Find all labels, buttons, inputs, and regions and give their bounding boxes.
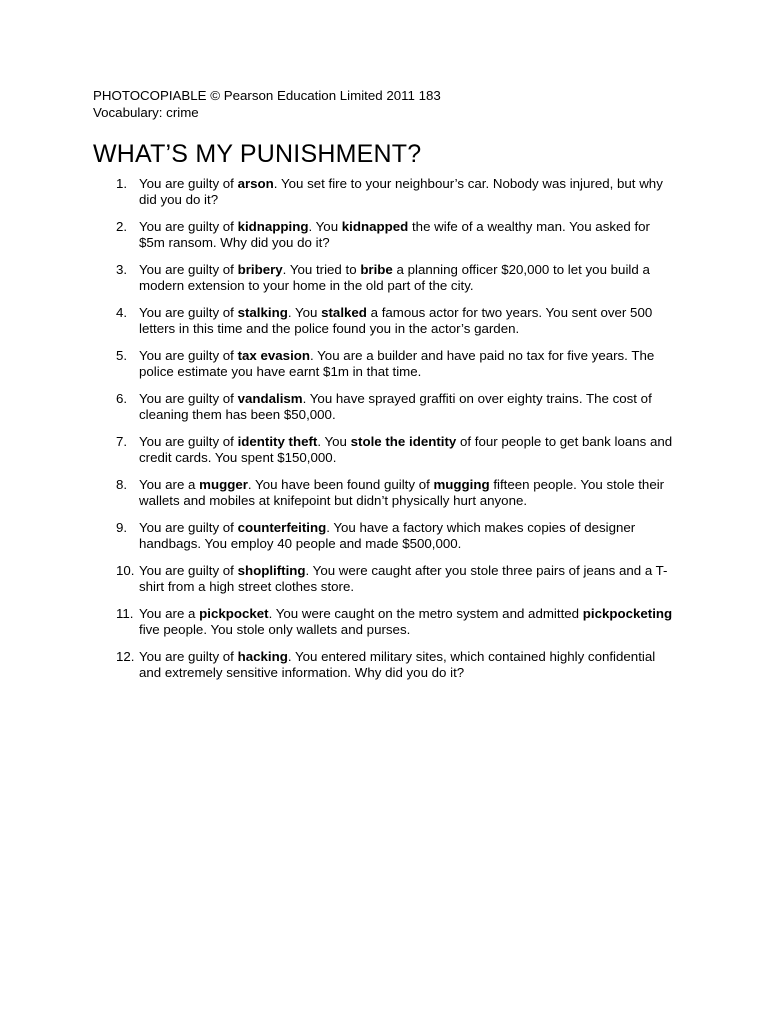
- item-number: 3.: [116, 262, 128, 277]
- copyright-line: PHOTOCOPIABLE © Pearson Education Limited 2011 183: [93, 88, 441, 103]
- item-number: 6.: [116, 391, 128, 406]
- list-item: [93, 348, 678, 380]
- list-item: [93, 305, 678, 337]
- item-text-segment: . You entered military sites, which contained highly confidential and extremely sensitive information. Why did you do it?: [139, 649, 656, 680]
- list-item: [93, 434, 678, 466]
- item-text-segment: You are guilty of: [139, 348, 238, 363]
- item-text-segment: You are guilty of: [139, 305, 238, 320]
- item-text-segment: You are a: [139, 477, 200, 492]
- list-item: [93, 520, 678, 552]
- item-text-segment: You are guilty of: [139, 563, 238, 578]
- item-text-segment: . You are a builder and have paid no tax for five years. The police estimate you have earnt $1m in that time.: [139, 348, 655, 379]
- item-text-segment: . You have sprayed graffiti on over eighty trains. The cost of cleaning them has been $50,000.: [139, 391, 652, 422]
- item-text-segment: the wife of a wealthy man. You asked for $5m ransom. Why did you do it?: [139, 219, 650, 250]
- item-text: [139, 219, 650, 250]
- vocabulary-term: tax evasion: [237, 348, 311, 363]
- item-text-segment: You are guilty of: [139, 649, 238, 664]
- vocabulary-term: pickpocketing: [582, 606, 673, 621]
- item-text-segment: . You set fire to your neighbour’s car. Nobody was injured, but why did you do it?: [139, 176, 663, 207]
- item-number: 5.: [116, 348, 128, 363]
- item-text-segment: You are guilty of: [139, 176, 238, 191]
- vocabulary-term: bribe: [360, 262, 393, 277]
- item-number: 1.: [116, 176, 128, 191]
- list-item: [93, 262, 678, 294]
- vocabulary-term: bribery: [237, 262, 283, 277]
- item-text-segment: You are guilty of: [139, 434, 238, 449]
- subject-line: Vocabulary: crime: [93, 105, 199, 120]
- item-text-segment: . You: [287, 305, 322, 320]
- item-number: 9.: [116, 520, 128, 535]
- item-number: 11.: [116, 606, 134, 621]
- list-item: [93, 649, 678, 681]
- item-text-segment: . You: [308, 219, 342, 234]
- item-text: [139, 434, 672, 465]
- item-number: 4.: [116, 305, 128, 320]
- item-text-segment: You are guilty of: [139, 391, 238, 406]
- item-number: 2.: [116, 219, 128, 234]
- item-text: [139, 520, 635, 551]
- item-text-segment: You are guilty of: [139, 219, 238, 234]
- vocabulary-term: kidnapping: [237, 219, 309, 234]
- item-text-segment: You are a: [139, 606, 200, 621]
- item-text: [139, 606, 672, 637]
- item-text-segment: . You were caught on the metro system and admitted: [268, 606, 583, 621]
- vocabulary-term: counterfeiting: [237, 520, 327, 535]
- item-text-segment: You are guilty of: [139, 520, 238, 535]
- vocabulary-term: identity theft: [237, 434, 318, 449]
- item-text: [139, 563, 668, 594]
- item-text: [139, 649, 655, 680]
- question-list: [93, 176, 678, 681]
- vocabulary-term: shoplifting: [237, 563, 306, 578]
- list-item: [93, 477, 678, 509]
- list-item: [93, 391, 678, 423]
- item-text-segment: . You have been found guilty of: [247, 477, 434, 492]
- list-item: [93, 176, 678, 208]
- item-number: 10.: [116, 563, 135, 578]
- list-item: [93, 606, 678, 638]
- vocabulary-term: hacking: [237, 649, 288, 664]
- list-item: [93, 219, 678, 251]
- vocabulary-term: pickpocket: [199, 606, 269, 621]
- item-text-segment: . You have a factory which makes copies of designer handbags. You employ 40 people and made $500,000.: [139, 520, 636, 551]
- item-text-segment: of four people to get bank loans and credit cards. You spent $150,000.: [139, 434, 673, 465]
- item-text-segment: . You tried to: [282, 262, 361, 277]
- item-text-segment: fifteen people. You stole their wallets and mobiles at knifepoint but didn’t physically hurt anyone.: [139, 477, 665, 508]
- item-text-segment: . You: [317, 434, 351, 449]
- vocabulary-term: kidnapped: [341, 219, 409, 234]
- vocabulary-term: stole the identity: [350, 434, 457, 449]
- vocabulary-term: arson: [237, 176, 274, 191]
- item-text-segment: . You were caught after you stole three pairs of jeans and a T-shirt from a high street clothes store.: [139, 563, 668, 594]
- vocabulary-term: mugger: [199, 477, 248, 492]
- item-text: [139, 391, 652, 422]
- item-text-segment: a planning officer $20,000 to let you build a modern extension to your home in the old part of the city.: [139, 262, 650, 293]
- item-number: 8.: [116, 477, 128, 492]
- item-text-segment: a famous actor for two years. You sent over 500 letters in this time and the police found you in the actor’s garden.: [139, 305, 653, 336]
- item-text-segment: You are guilty of: [139, 262, 238, 277]
- page-title: WHAT’S MY PUNISHMENT?: [93, 140, 422, 168]
- item-text-segment: five people. You stole only wallets and purses.: [139, 622, 411, 637]
- vocabulary-term: stalked: [321, 305, 367, 320]
- vocabulary-term: vandalism: [237, 391, 303, 406]
- item-text: [139, 348, 654, 379]
- item-text: [139, 262, 650, 293]
- item-number: 12.: [116, 649, 135, 664]
- vocabulary-term: stalking: [237, 305, 288, 320]
- list-item: [93, 563, 678, 595]
- item-text: [139, 305, 652, 336]
- item-text: [139, 477, 664, 508]
- item-text: [139, 176, 663, 207]
- vocabulary-term: mugging: [433, 477, 490, 492]
- item-number: 7.: [116, 434, 128, 449]
